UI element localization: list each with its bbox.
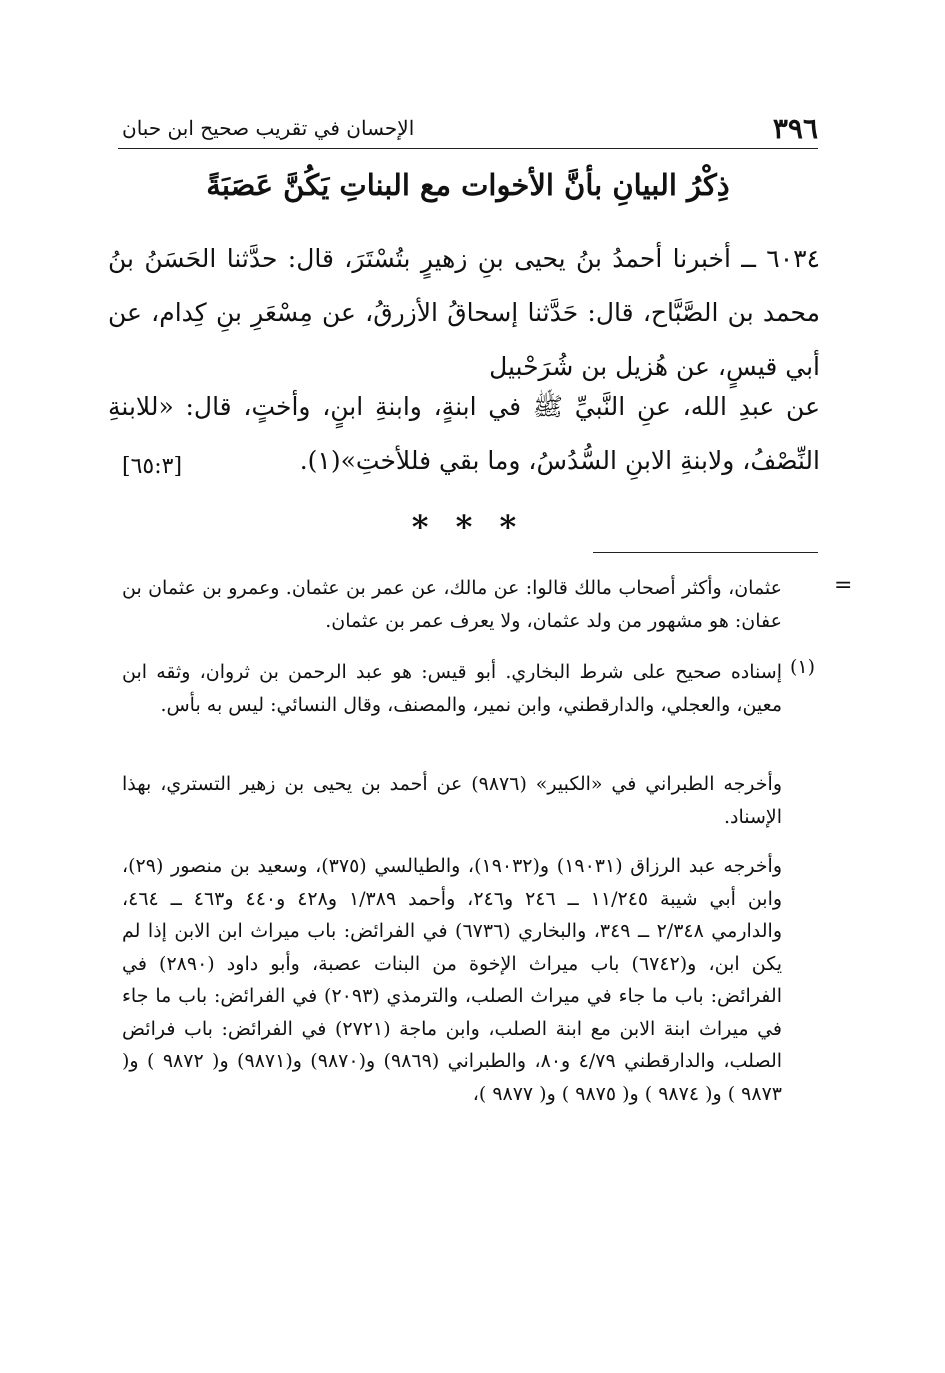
footnote-number: (١) bbox=[790, 656, 816, 678]
footnote-rule bbox=[593, 552, 818, 553]
footnote-continuation: عثمان، وأكثر أصحاب مالك قالوا: عن مالك، عن عمر بن عثمان. وعمرو بن عثمان بن عفان: هو مشهور من ولد عثمان، ولا يعرف عمر بن عثمان. bbox=[122, 577, 782, 632]
hadith-text: عن عبدِ الله، عنِ النَّبيِّ ﷺ في ابنةٍ، وابنةِ ابنٍ، وأختٍ، قال: «للابنةِ النِّصْفُ، ولابنةِ الابنِ السُّدُسُ، وما بقي فللأختِ»(١). bbox=[108, 392, 820, 475]
footnote-1-paragraph-1: إسناده صحيح على شرط البخاري. أبو قيس: هو عبد الرحمن بن ثروان، وثقه ابن معين، والعجلي، والدارقطني، وابن نمير، والمصنف، وقال النسائي: ليس به بأس. bbox=[122, 661, 782, 716]
hadith-chain: ٦٠٣٤ ــ أخبرنا أحمدُ بنُ يحيى بنِ زهيرٍ بتُسْتَرَ، قال: حدَّثنا الحَسَنُ بنُ محمد بن الصَّبَّاح، قال: حَدَّثنا إسحاقُ الأزرقُ، عن مِسْعَرِ بنِ كِدام، عن أبي قيسٍ، عن هُزيل بن شُرَحْبيل bbox=[108, 244, 820, 381]
hadith-reference: [٦٥:٣] bbox=[122, 454, 183, 479]
page-header bbox=[118, 112, 818, 149]
page-number: ٣٩٦ bbox=[772, 112, 818, 145]
footnote-1-paragraph-3: وأخرجه عبد الرزاق (١٩٠٣١) و(١٩٠٣٢)، والطيالسي (٣٧٥)، وسعيد بن منصور (٢٩)، وابن أبي شيبة ١١/٢٤٥ ــ ٢٤٦ و٢٤٦، وأحمد ١/٣٨٩ و٤٢٨ و٤٤٠ و٤٦٣ ــ ٤٦٤، والدارمي ٢/٣٤٨ ــ ٣٤٩، والبخاري (٦٧٣٦) في الفرائض: باب ميراث ابن الابن إذا لم يكن ابن، و(٦٧٤٢) باب ميراث الإخوة من البنات عصبة، وأبو داود (٢٨٩٠) في الفرائض: باب ما جاء في ميراث الصلب، والترمذي (٢٠٩٣) في الفرائض: باب ما جاء في ميراث ابنة الابن مع ابنة الصلب، وابن ماجة (٢٧٢١) في الفرائض: باب فرائض الصلب، والدارقطني ٤/٧٩ و٨٠، والطبراني (٩٨٦٩) و(٩٨٧٠) و(٩٨٧١) و( ٩٨٧٢ ) و( ٩٨٧٣ ) و( ٩٨٧٤ ) و( ٩٨٧٥ ) و( ٩٨٧٧ )، bbox=[122, 855, 783, 1105]
chapter-title: ذِكْرُ البيانِ بأنَّ الأخوات مع البناتِ يَكُنَّ عَصَبَةً bbox=[206, 168, 730, 202]
continuation-mark: = bbox=[834, 573, 853, 598]
section-separator: * * * bbox=[411, 508, 525, 546]
footnote-1-paragraph-2: وأخرجه الطبراني في «الكبير» (٩٨٧٦) عن أحمد بن يحيى بن زهير التستري، بهذا الإسناد. bbox=[122, 773, 782, 828]
running-title: الإحسان في تقريب صحيح ابن حبان bbox=[122, 116, 415, 140]
